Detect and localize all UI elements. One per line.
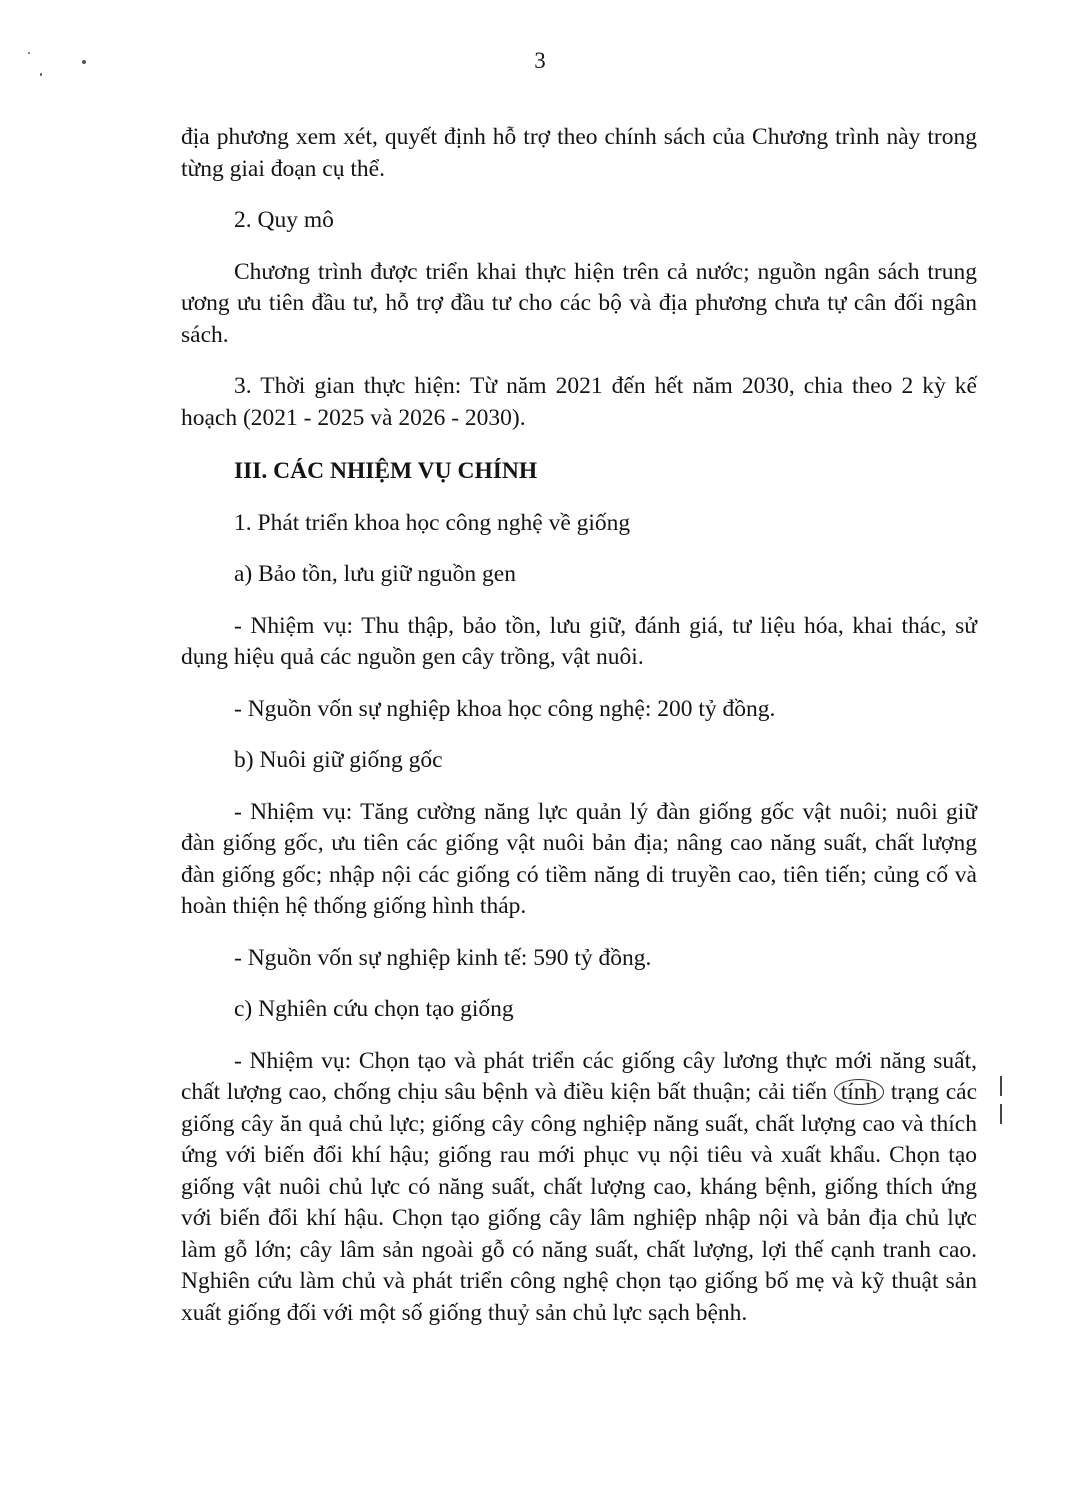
section-subheading: 1. Phát triển khoa học công nghệ về giống	[234, 509, 631, 536]
page-number: 3	[534, 48, 546, 73]
subsection-label: a) Bảo tồn, lưu giữ nguồn gen	[234, 561, 516, 587]
subsection-label: b) Nuôi giữ giống gốc	[234, 747, 443, 773]
paragraph: Chương trình được triển khai thực hiện trên cả nước; nguồn ngân sách trung ương ưu tiên đầu tư, hỗ trợ đầu tư cho các bộ và địa phương chưa tự cân đối ngân sách.	[181, 258, 977, 348]
subsection-label: c) Nghiên cứu chọn tạo giống	[234, 996, 514, 1022]
margin-mark	[1000, 1076, 1002, 1096]
scan-speck	[28, 52, 30, 54]
scan-speck	[40, 73, 42, 76]
section-subheading: 2. Quy mô	[234, 207, 334, 233]
paragraph: - Nhiệm vụ: Tăng cường năng lực quản lý đàn giống gốc vật nuôi; nuôi giữ đàn giống gốc, ưu tiên các giống vật nuôi bản địa; nâng cao năng suất, chất lượng đàn giống gốc; nhập nội các giống có tiềm năng di truyền cao, tiên tiến; củng cố và hoàn thiện hệ thống giống hình tháp.	[181, 798, 977, 919]
section-heading: III. CÁC NHIỆM VỤ CHÍNH	[234, 458, 538, 484]
paragraph	[181, 1046, 977, 1330]
scan-speck	[82, 60, 86, 64]
paragraph: địa phương xem xét, quyết định hỗ trợ theo chính sách của Chương trình này trong từng giai đoạn cụ thể.	[181, 124, 977, 182]
paragraph: 3. Thời gian thực hiện: Từ năm 2021 đến hết năm 2030, chia theo 2 kỳ kế hoạch (2021 - 2025 và 2026 - 2030).	[181, 373, 977, 431]
paragraph-text: trạng các giống cây ăn quả chủ lực; giống cây công nghiệp năng suất, chất lượng cao và thích ứng với biến đổi khí hậu; giống rau mới phục vụ nội tiêu và xuất khẩu. Chọn tạo giống vật nuôi chủ lực có năng suất, chất lượng cao, kháng bệnh, giống thích ứng với biến đổi khí hậu. Chọn tạo giống cây lâm nghiệp nhập nội và bản địa chủ lực làm gỗ lớn; cây lâm sản ngoài gỗ có năng suất, chất lượng, lợi thế cạnh tranh cao. Nghiên cứu làm chủ và phát triển công nghệ chọn tạo giống bố mẹ và kỹ thuật sản xuất giống đối với một số giống thuỷ sản chủ lực sạch bệnh.	[181, 1079, 978, 1326]
document-body	[181, 122, 977, 1329]
handwritten-circle-mark: tính	[834, 1079, 885, 1105]
paragraph: - Nguồn vốn sự nghiệp kinh tế: 590 tỷ đồng.	[234, 944, 652, 971]
paragraph-text: - Nhiệm vụ: Chọn tạo và phát triển các giống cây lương thực mới năng suất, chất lượng cao, chống chịu sâu bệnh và điều kiện bất thuận; cải tiến	[181, 1047, 977, 1105]
paragraph: - Nguồn vốn sự nghiệp khoa học công nghệ: 200 tỷ đồng.	[234, 695, 776, 722]
margin-mark	[1000, 1104, 1002, 1124]
paragraph: - Nhiệm vụ: Thu thập, bảo tồn, lưu giữ, đánh giá, tư liệu hóa, khai thác, sử dụng hiệu quả các nguồn gen cây trồng, vật nuôi.	[181, 612, 977, 670]
